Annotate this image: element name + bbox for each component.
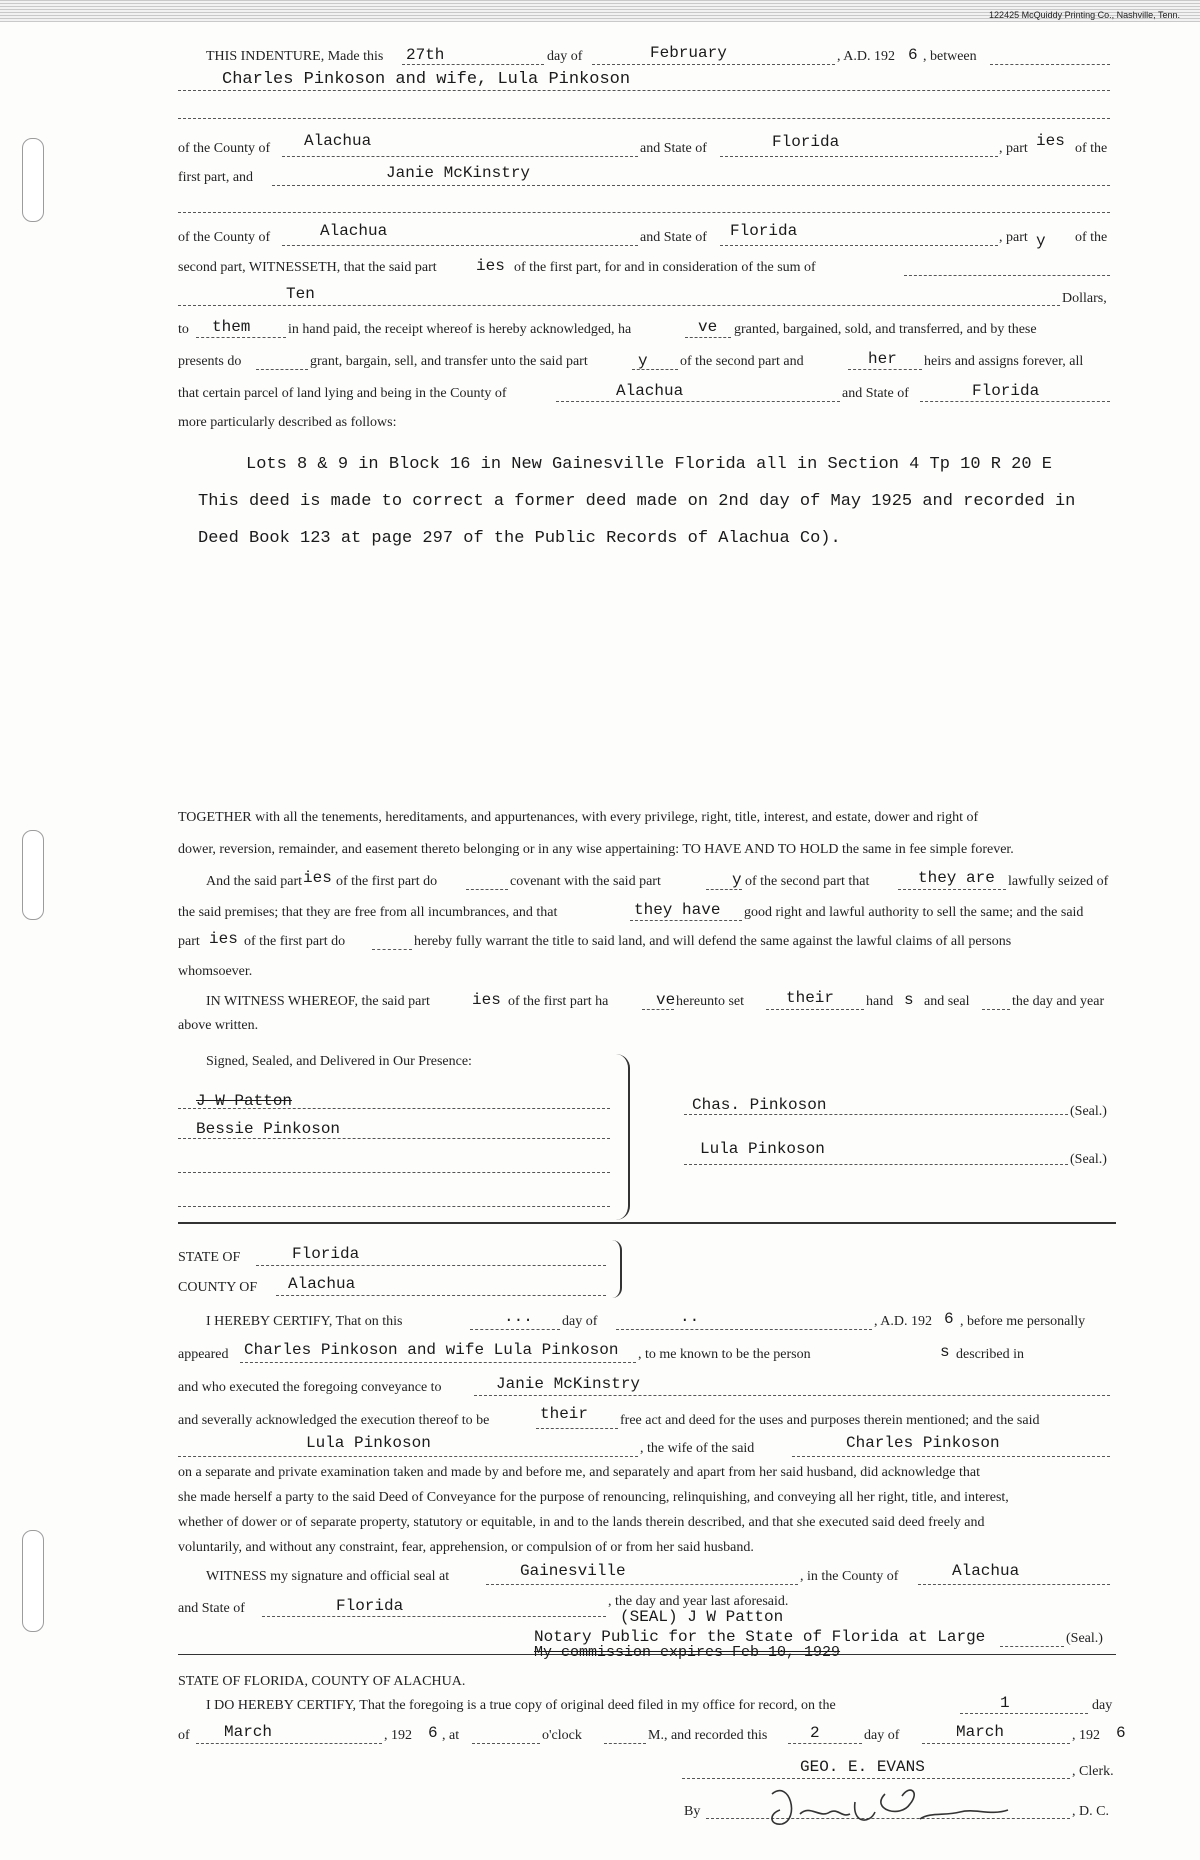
blank-line	[178, 305, 1060, 306]
separate-line: on a separate and private examination taken and made by and before me, and separately and apart from her said husband, did acknowledge that	[178, 1465, 980, 1480]
witness-a: IN WITNESS WHEREOF, the said part	[206, 994, 430, 1009]
ack-place: Gainesville	[520, 1562, 626, 1580]
blank-line	[276, 1295, 606, 1296]
blank-line	[788, 1743, 862, 1744]
venue-brace	[612, 1240, 622, 1298]
blank-line	[556, 401, 840, 402]
grantor-state: Florida	[772, 133, 840, 151]
punch-hole	[22, 830, 44, 920]
presence-label: Signed, Sealed, and Delivered in Our Presence:	[206, 1054, 472, 1069]
blank-line	[262, 1616, 606, 1617]
to-label: to	[178, 322, 189, 337]
day-year-label: , the day and year last aforesaid.	[608, 1594, 789, 1609]
witness-name: Bessie Pinkoson	[196, 1120, 341, 1138]
blank-line	[282, 245, 638, 246]
filed-month: March	[224, 1723, 273, 1741]
premises-b: good right and lawful authority to sell the same; and the said	[744, 905, 1084, 920]
of-the-label: of the	[1075, 141, 1108, 156]
part-label: , part	[999, 141, 1028, 156]
blank-line	[898, 889, 1006, 890]
said-part-b: of the first part do	[336, 874, 438, 889]
recorded-year: 6	[1116, 1724, 1126, 1742]
blank-line	[642, 1009, 674, 1010]
description-line: Deed Book 123 at page 297 of the Public Records of Alachua Co).	[198, 529, 841, 548]
year-b-label: , 192	[1072, 1728, 1100, 1743]
party-suffix: y	[1036, 232, 1046, 250]
described-label: more particularly described as follows:	[178, 415, 397, 430]
witness-d: hand	[866, 994, 894, 1009]
presents-b: grant, bargain, sell, and transfer unto the said part	[310, 354, 588, 369]
by-label: By	[684, 1804, 701, 1819]
between-label: , between	[923, 49, 977, 64]
blank-line	[960, 1713, 1088, 1714]
punch-hole	[22, 138, 44, 222]
warrant-b: of the first part do	[244, 934, 346, 949]
ack-wife: Lula Pinkoson	[306, 1434, 431, 1452]
their: their	[786, 989, 835, 1007]
blank-line	[196, 337, 286, 338]
section-divider	[178, 1222, 1116, 1224]
known-suffix: s	[940, 1343, 950, 1361]
ack-state: Florida	[292, 1245, 360, 1263]
blank-line	[904, 275, 1110, 276]
dollars-label: Dollars,	[1062, 291, 1107, 306]
blank-line	[990, 64, 1110, 65]
witness-b: of the first part ha	[508, 994, 609, 1009]
at-label: , at	[442, 1728, 460, 1743]
blank-line	[178, 1172, 610, 1173]
blank-line	[178, 212, 1110, 213]
signer-name: Chas. Pinkoson	[692, 1096, 827, 1114]
presents-c: of the second part and	[680, 354, 804, 369]
notary-title: Notary Public for the State of Florida at Large	[534, 1628, 986, 1646]
presents-suffix: y	[638, 352, 648, 370]
hand-suffix: s	[904, 991, 914, 1009]
ack-county: Alachua	[288, 1275, 356, 1293]
witness-e: and seal	[924, 994, 970, 1009]
notary-seal-line: (SEAL) J W Patton	[620, 1608, 784, 1626]
certify-d: , before me personally	[960, 1314, 1086, 1329]
blank-line	[684, 1114, 1068, 1115]
blank-line	[684, 1164, 1068, 1165]
certify-c: , A.D. 192	[874, 1314, 932, 1329]
grantor-names: Charles Pinkoson and wife, Lula Pinkoson	[222, 70, 631, 89]
dc-label: , D. C.	[1072, 1804, 1109, 1819]
said-part-d: of the second part that	[745, 874, 870, 889]
seal-label: (Seal.)	[1070, 1152, 1107, 1167]
ack-witness-a: WITNESS my signature and official seal at	[206, 1569, 450, 1584]
recording-certify: I DO HEREBY CERTIFY, That the foregoing is a true copy of original deed filed in my office for record, on the	[206, 1698, 836, 1713]
recorded-day: 2	[810, 1724, 820, 1742]
blank-line	[470, 1329, 560, 1330]
severally-b: free act and deed for the uses and purposes therein mentioned; and the said	[620, 1413, 1040, 1428]
witness-name: J W Patton	[196, 1092, 293, 1110]
ack-grantee: Janie McKinstry	[496, 1375, 641, 1393]
signature-brace	[614, 1054, 630, 1220]
presents-d: heirs and assigns forever, all	[924, 354, 1084, 369]
warrant-suffix: ies	[209, 930, 238, 948]
blank-line	[178, 90, 1110, 91]
of-county-label: of the County of	[178, 141, 271, 156]
blank-line	[178, 1206, 610, 1207]
parcel-state: Florida	[972, 382, 1040, 400]
parcel-county: Alachua	[616, 382, 684, 400]
warrant-c: hereby fully warrant the title to said land, and will defend the same against the lawful claims of all persons	[414, 934, 1012, 949]
witnesseth-a: second part, WITNESSETH, that the said part	[178, 260, 437, 275]
state-of-label: STATE OF	[178, 1250, 241, 1265]
recorded-month: March	[956, 1723, 1005, 1741]
deputy-clerk-signature	[760, 1774, 1020, 1834]
indenture-day: 27th	[406, 46, 445, 64]
clerk-name: GEO. E. EVANS	[800, 1758, 925, 1776]
said-part-c: covenant with the said part	[510, 874, 661, 889]
ack-year-digit: 6	[944, 1310, 954, 1328]
blank-line	[372, 949, 412, 950]
of-county-label: of the County of	[178, 230, 271, 245]
known-label: , to me known to be the person	[638, 1347, 811, 1362]
wife-of-label: , the wife of the said	[640, 1441, 755, 1456]
premises-a: the said premises; that they are free from all incumbrances, and that	[178, 905, 558, 920]
and-state-label: and State of	[640, 141, 707, 156]
blank-line	[474, 1395, 1110, 1396]
said-part-a: And the said part	[206, 874, 303, 889]
presents-a: presents do	[178, 354, 242, 369]
blank-line	[922, 1743, 1070, 1744]
ack-day-mark: ...	[504, 1308, 533, 1326]
notary-commission: My commission expires Feb 10, 1929	[534, 1644, 841, 1661]
grantee-name: Janie McKinstry	[386, 164, 531, 182]
blank-line	[604, 1743, 646, 1744]
ack-their: their	[540, 1405, 589, 1423]
above-written: above written.	[178, 1018, 259, 1033]
seal-label: (Seal.)	[1070, 1104, 1107, 1119]
receipt-suffix: ve	[698, 318, 718, 336]
ack-witness-county: Alachua	[952, 1562, 1020, 1580]
herself-line: she made herself a party to the said Deed of Conveyance for the purpose of renouncing, relinquishing, and conveying all her right, title, and interest,	[178, 1490, 1009, 1505]
described-in: described in	[956, 1347, 1025, 1362]
lawfully: lawfully seized of	[1008, 874, 1109, 889]
blank-line	[272, 185, 1110, 186]
blank-line	[685, 337, 731, 338]
county-of-label: COUNTY OF	[178, 1280, 258, 1295]
blank-line	[466, 889, 508, 890]
grantee-state: Florida	[730, 222, 798, 240]
indenture-month: February	[650, 44, 727, 62]
ack-month-mark: ..	[680, 1308, 700, 1326]
year-a-label: , 192	[384, 1728, 412, 1743]
of-the-label: of the	[1075, 230, 1108, 245]
together-line: TOGETHER with all the tenements, hereditaments, and appurtenances, with every privilege, right, title, interest, and estate, dower and right of	[178, 810, 979, 825]
ack-and-state: and State of	[178, 1601, 245, 1616]
blank-line	[616, 1329, 872, 1330]
blank-line	[766, 1009, 864, 1010]
they-have: they have	[634, 901, 721, 919]
description-line: Lots 8 & 9 in Block 16 in New Gainesville Florida all in Section 4 Tp 10 R 20 E	[246, 455, 1052, 474]
appeared-names: Charles Pinkoson and wife Lula Pinkoson	[244, 1341, 619, 1359]
whomsoever: whomsoever.	[178, 964, 253, 979]
blank-line	[630, 920, 742, 921]
indenture-year-digit: 6	[908, 46, 918, 64]
part-label: , part	[999, 230, 1028, 245]
part-suffix: ies	[1036, 132, 1065, 150]
witnesseth-suffix: ies	[476, 257, 505, 275]
blank-line	[720, 156, 998, 157]
warrant-a: part	[178, 934, 200, 949]
dower-line: dower, reversion, remainder, and easement thereto belonging or in any wise appertaining: TO HAVE AND TO HOLD the same in fee simple forever.	[178, 842, 1014, 857]
ad-label: , A.D. 192	[837, 49, 895, 64]
of-label: of	[178, 1728, 190, 1743]
blank-line	[920, 401, 1110, 402]
description-line: This deed is made to correct a former deed made on 2nd day of May 1925 and recorded in	[198, 492, 1076, 511]
blank-line	[240, 1362, 636, 1363]
said-part-suffix: ies	[303, 869, 332, 887]
signer-name: Lula Pinkoson	[700, 1140, 825, 1158]
witnesseth-b: of the first part, for and in consideration of the sum of	[514, 260, 816, 275]
day-label: day	[1092, 1698, 1113, 1713]
receipt-b: granted, bargained, sold, and transferred, and by these	[734, 322, 1037, 337]
day-of-label: day of	[864, 1728, 900, 1743]
said-part-suffix2: y	[732, 871, 742, 889]
blank-line	[592, 64, 835, 65]
parcel-b: and State of	[842, 386, 909, 401]
blank-line	[402, 64, 544, 65]
first-part-and-label: first part, and	[178, 170, 254, 185]
blank-line	[982, 1009, 1010, 1010]
blank-line	[720, 245, 998, 246]
executed-label: and who executed the foregoing conveyance to	[178, 1380, 442, 1395]
notary-seal-label: (Seal.)	[1066, 1631, 1103, 1646]
blank-line	[256, 1265, 606, 1266]
witness-suffix: ies	[472, 991, 501, 1009]
grantee-county: Alachua	[320, 222, 388, 240]
certify-b: day of	[562, 1314, 598, 1329]
ack-husband: Charles Pinkoson	[846, 1434, 1000, 1452]
voluntarily-line: voluntarily, and without any constraint, fear, apprehension, or compulsion of or from her said husband.	[178, 1540, 754, 1555]
blank-line	[536, 1428, 618, 1429]
filed-day: 1	[1000, 1694, 1010, 1712]
blank-line	[1000, 1646, 1064, 1647]
and-state-label: and State of	[640, 230, 707, 245]
blank-line	[472, 1743, 540, 1744]
blank-line	[256, 369, 308, 370]
indenture-intro: THIS INDENTURE, Made this	[206, 49, 384, 64]
blank-line	[706, 889, 742, 890]
blank-line	[178, 1456, 638, 1457]
oclock-label: o'clock	[542, 1728, 582, 1743]
to-whom: them	[212, 318, 251, 336]
heirs-of: her	[868, 350, 897, 368]
ack-witness-b: , in the County of	[800, 1569, 899, 1584]
recorded-label: M., and recorded this	[648, 1728, 768, 1743]
blank-line	[792, 1456, 1110, 1457]
whether-line: whether of dower or of separate property, statutory or equitable, in and to the lands therein described, and that she executed said deed freely and	[178, 1515, 985, 1530]
day-of-label: day of	[547, 49, 583, 64]
blank-line	[196, 1743, 382, 1744]
clerk-label: , Clerk.	[1072, 1764, 1114, 1779]
witness-c: hereunto set	[676, 994, 745, 1009]
consideration-amount: Ten	[286, 285, 315, 303]
receipt-a: in hand paid, the receipt whereof is hereby acknowledged, ha	[288, 322, 632, 337]
certify-a: I HEREBY CERTIFY, That on this	[206, 1314, 403, 1329]
recording-header: STATE OF FLORIDA, COUNTY OF ALACHUA.	[178, 1674, 466, 1689]
blank-line	[848, 369, 922, 370]
appeared-label: appeared	[178, 1347, 229, 1362]
blank-line	[918, 1584, 1110, 1585]
severally-a: and severally acknowledged the execution thereof to be	[178, 1413, 490, 1428]
ack-witness-state: Florida	[336, 1597, 404, 1615]
printer-mark: 122425 McQuiddy Printing Co., Nashville, Tenn.	[989, 10, 1180, 20]
witness-f: the day and year	[1012, 994, 1105, 1009]
witness-suffix2: ve	[656, 991, 676, 1009]
they-are: they are	[918, 869, 995, 887]
parcel-a: that certain parcel of land lying and being in the County of	[178, 386, 507, 401]
punch-hole	[22, 1530, 44, 1632]
blank-line	[282, 156, 638, 157]
grantor-county: Alachua	[304, 132, 372, 150]
blank-line	[486, 1584, 798, 1585]
blank-line	[178, 118, 1110, 119]
filed-year-digit: 6	[428, 1724, 438, 1742]
blank-line	[178, 1138, 610, 1139]
